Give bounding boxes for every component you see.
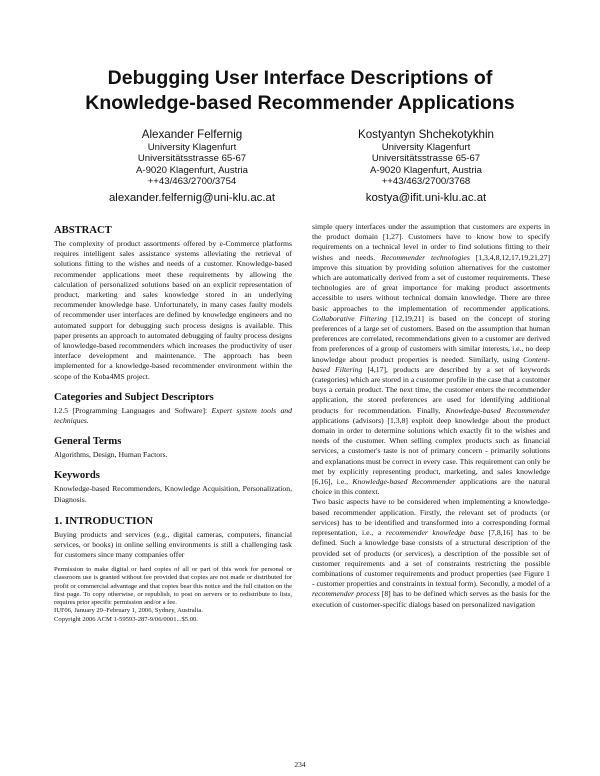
- permission-text: Permission to make digital or hard copies of all or part of this work for personal or classroom use is granted without fee provided that copies are not made or distributed for profit or commercial advantage and that copies bear this notice and the full citation on the first page. To copy otherwise, or republish, to post on servers or to redistribute to lists, requires prior specific permission and/or a fee.: [54, 566, 292, 607]
- author-street: Universitätsstrasse 65-67: [371, 153, 481, 165]
- title-line-2: Knowledge-based Recommender Applications: [85, 92, 515, 114]
- page-number: 234: [294, 760, 306, 769]
- author-phone: ++43/463/2700/3768: [381, 175, 471, 187]
- author-name: Kostyantyn Shchekotykhin: [358, 128, 494, 141]
- text-run-italic: recommender knowledge base: [385, 528, 484, 538]
- general-terms-text: Algorithms, Design, Human Factors.: [54, 450, 168, 460]
- general-terms-heading: General Terms: [54, 436, 122, 448]
- title-line-1: Debugging User Interface Descriptions of: [107, 67, 493, 89]
- text-run: applications (advisors) [1,3,8] exploit deep knowledge about the product domain in order to determine solutions which exactly fit to the wishes and needs of the customer. When selling complex products such as financial services, a customer's taste is not of primary concern - primarily solutions and explanations must be correct in every case. This requirement can only be met by explicitly representing product, marketing, and sales knowledge [6,16], i.e.,: [312, 415, 550, 487]
- author-affiliation: University Klagenfurt: [147, 142, 237, 153]
- keywords-heading: Keywords: [54, 470, 100, 482]
- text-run: [1,3,4,8,12,17,19,21,27] improve this situation by providing solution alternatives for the customer which are automatically derived from a set of customer requirements. These technologies are of great importance for making product assortments accessible to users without technical domain knowledge. There are three basic approaches to the implementation of recommender applications.: [312, 252, 551, 313]
- paper-title: [40, 66, 560, 116]
- categories-text: [54, 406, 292, 426]
- author-block-2: [296, 128, 556, 205]
- author-name: Alexander Felfernig: [141, 128, 243, 141]
- text-run: [4,17], products are described by a set of keywords (categories) which are stored in a customer profile in the case that a customer buys a certain product. The next time, the customer enters the recommender application, the stored preferences are used for identifying additional products for recommendation. Finally,: [312, 364, 551, 415]
- right-column: [312, 222, 550, 610]
- categories-heading: Categories and Subject Descriptors: [54, 391, 214, 403]
- text-run: simple query interfaces under the assumption that customers are experts in the product domain [1,27]. Customers have to know how to specify requirements on a technical level in order to find solutions fitting to their wishes and needs.: [312, 222, 550, 262]
- author-email: alexander.felfernig@uni-klu.ac.at: [108, 192, 276, 205]
- categories-italic: Expert system tools and techniques.: [54, 405, 292, 426]
- right-paragraph-2: [312, 497, 550, 609]
- author-city: A-9020 Klagenfurt, Austria: [370, 164, 482, 176]
- categories-plain: I.2.5 [Programming Languages and Software]:: [54, 405, 212, 415]
- author-phone: ++43/463/2700/3754: [147, 175, 237, 187]
- text-run: Two basic aspects have to be considered when implementing a knowledge-based recommender application. Firstly, the relevant set of products (or services) has to be identified and transformed into a corresponding formal representation, i.e., a: [312, 497, 550, 538]
- text-run-italic: Content-based Filtering: [312, 354, 550, 374]
- text-run: [7,8,16] has to be defined. Such a knowledge base consists of a structural description of the provided set of products (or services), a description of the possible set of customer requirements and a set of constraints restricting the possible combinations of customer requirements and product properties (see Figure 1 - customer properties and constraints in textual form). Secondly, a model of a: [312, 528, 550, 589]
- author-affiliation: University Klagenfurt: [381, 142, 471, 153]
- abstract-heading: ABSTRACT: [54, 225, 112, 236]
- author-block-1: [62, 128, 322, 205]
- text-run: applications are the natural choice in this context.: [312, 477, 550, 497]
- introduction-text: Buying products and services (e.g., digital cameras, computers, financial services, or books) in online selling environments is still a challenging task for customers since many companies offer: [54, 529, 292, 560]
- text-run-italic: Knowledge-based Recommender: [352, 477, 456, 487]
- text-run-italic: recommender process: [312, 589, 380, 599]
- left-column: [54, 224, 292, 560]
- permission-notice: [54, 566, 292, 624]
- venue-text: IUI'06, January 29–February 1, 2006, Sydney, Australia.: [54, 607, 203, 615]
- text-run-italic: Knowledge-based Recommender: [445, 405, 550, 415]
- text-run-italic: Collaborative Filtering: [312, 313, 387, 323]
- author-email: kostya@ifit.uni-klu.ac.at: [365, 192, 487, 205]
- text-run: [12,19,21] is based on the concept of storing preferences of a large set of customers. Based on the assumption that human preferences are correlated, recommendations given to a customer are derived from preferences of a group of customers with similar interests, i.e., no deep knowledge about product properties is needed. Similarly, using: [312, 313, 550, 364]
- right-paragraph-1: [312, 222, 550, 497]
- copyright-text: Copyright 2006 ACM 1-59593-287-9/06/0001...$5.00.: [54, 615, 198, 623]
- author-city: A-9020 Klagenfurt, Austria: [136, 164, 248, 176]
- text-run: [8] has to be defined which serves as the basis for the execution of customer-specific dialogs based on personalized navigation: [312, 589, 550, 609]
- introduction-heading: 1. INTRODUCTION: [54, 514, 154, 527]
- keywords-text: Knowledge-based Recommenders, Knowledge Acquisition, Personalization, Diagnosis.: [54, 484, 292, 504]
- text-run-italic: Recommender technologies: [381, 252, 470, 262]
- author-street: Universitätsstrasse 65-67: [137, 153, 247, 165]
- abstract-text: The complexity of product assortments offered by e-Commerce platforms requires intelligent sales assistance systems alleviating the retrieval of solutions fitting to the wishes and needs of a customer. Knowledge-based recommender applications meet these requirements by allowing the calculation of personalized solutions based on an explicit representation of product, marketing and sales knowledge stored in an underlying recommender knowledge base. Unfortunately, in many cases faulty models of recommender user interfaces are defined by knowledge engineers and no automated support for debugging such process designs is available. This paper presents an approach to automated debugging of faulty process designs of knowledge-based recommenders which increases the productivity of user interface development and maintenance. The approach has been implemented for a knowledge-based recommender environment within the scope of the Koba4MS project.: [54, 239, 292, 381]
